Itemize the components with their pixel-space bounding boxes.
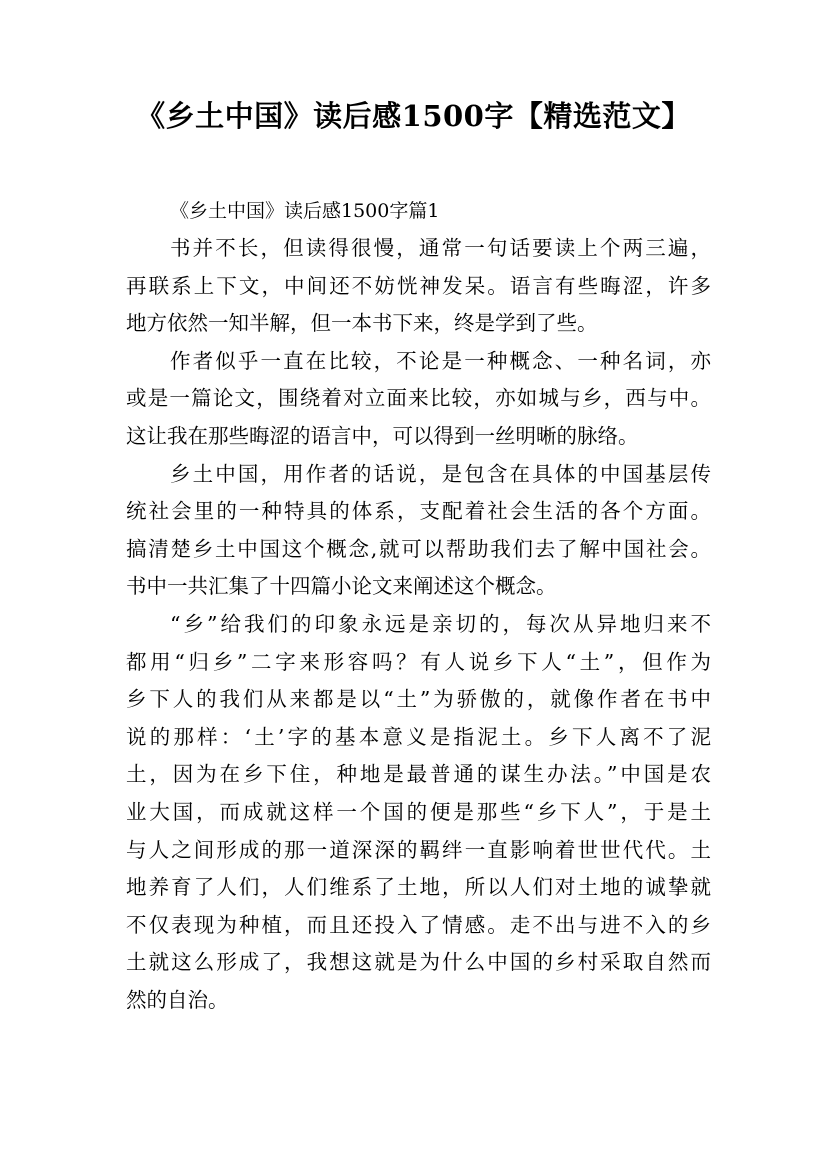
paragraph-line: 土，因为在乡下住，种地是最普通的谋生办法。”中国是农 <box>126 762 711 787</box>
paragraph-line: 不仅表现为种植，而且还投入了情感。走不出与进不入的乡 <box>126 912 711 937</box>
document-title: 《乡土中国》读后感1500字【精选范文】 <box>136 99 691 133</box>
paragraph-line: 作者似乎一直在比较，不论是一种概念、一种名词，亦 <box>170 348 711 373</box>
paragraph-line: 书并不长，但读得很慢，通常一句话要读上个两三遍， <box>170 236 711 260</box>
paragraph-line: 业大国，而成就这样一个国的便是那些“乡下人”，于是土 <box>126 799 711 824</box>
paragraph-line: 都用“归乡”二字来形容吗？有人说乡下人“土”，但作为 <box>126 649 711 674</box>
paragraph-line: 土就这么形成了，我想这就是为什么中国的乡村采取自然而 <box>126 950 711 975</box>
paragraph-line: 书中一共汇集了十四篇小论文来阐述这个概念。 <box>126 574 557 599</box>
paragraph-line: 乡下人的我们从来都是以“土”为骄傲的，就像作者在书中 <box>126 687 711 712</box>
section-heading: 《乡土中国》读后感1500字篇1 <box>170 200 440 222</box>
paragraph-line: 或是一篇论文，围绕着对立面来比较，亦如城与乡，西与中。 <box>126 386 711 411</box>
paragraph-line: “乡”给我们的印象永远是亲切的，每次从异地归来不 <box>170 611 711 636</box>
paragraph-line: 与人之间形成的那一道深深的羁绊一直影响着世世代代。土 <box>126 837 711 862</box>
paragraph-line: 搞清楚乡土中国这个概念,就可以帮助我们去了解中国社会。 <box>126 536 711 561</box>
paragraph-line: 再联系上下文，中间还不妨恍神发呆。语言有些晦涩，许多 <box>126 273 711 298</box>
paragraph-line: 然的自治。 <box>126 987 229 1012</box>
paragraph-line: 地养育了人们，人们维系了土地，所以人们对土地的诚挚就 <box>126 875 711 900</box>
body-text <box>126 230 711 1019</box>
paragraph-line: 这让我在那些晦涩的语言中，可以得到一丝明晰的脉络。 <box>126 423 639 448</box>
paragraph-line: 说的那样：‘土’字的基本意义是指泥土。乡下人离不了泥 <box>126 724 711 749</box>
paragraph-line: 地方依然一知半解，但一本书下来，终是学到了些。 <box>126 311 598 336</box>
paragraph-line: 统社会里的一种特具的体系，支配着社会生活的各个方面。 <box>126 499 711 524</box>
paragraph-line: 乡土中国，用作者的话说，是包含在具体的中国基层传 <box>170 461 711 486</box>
